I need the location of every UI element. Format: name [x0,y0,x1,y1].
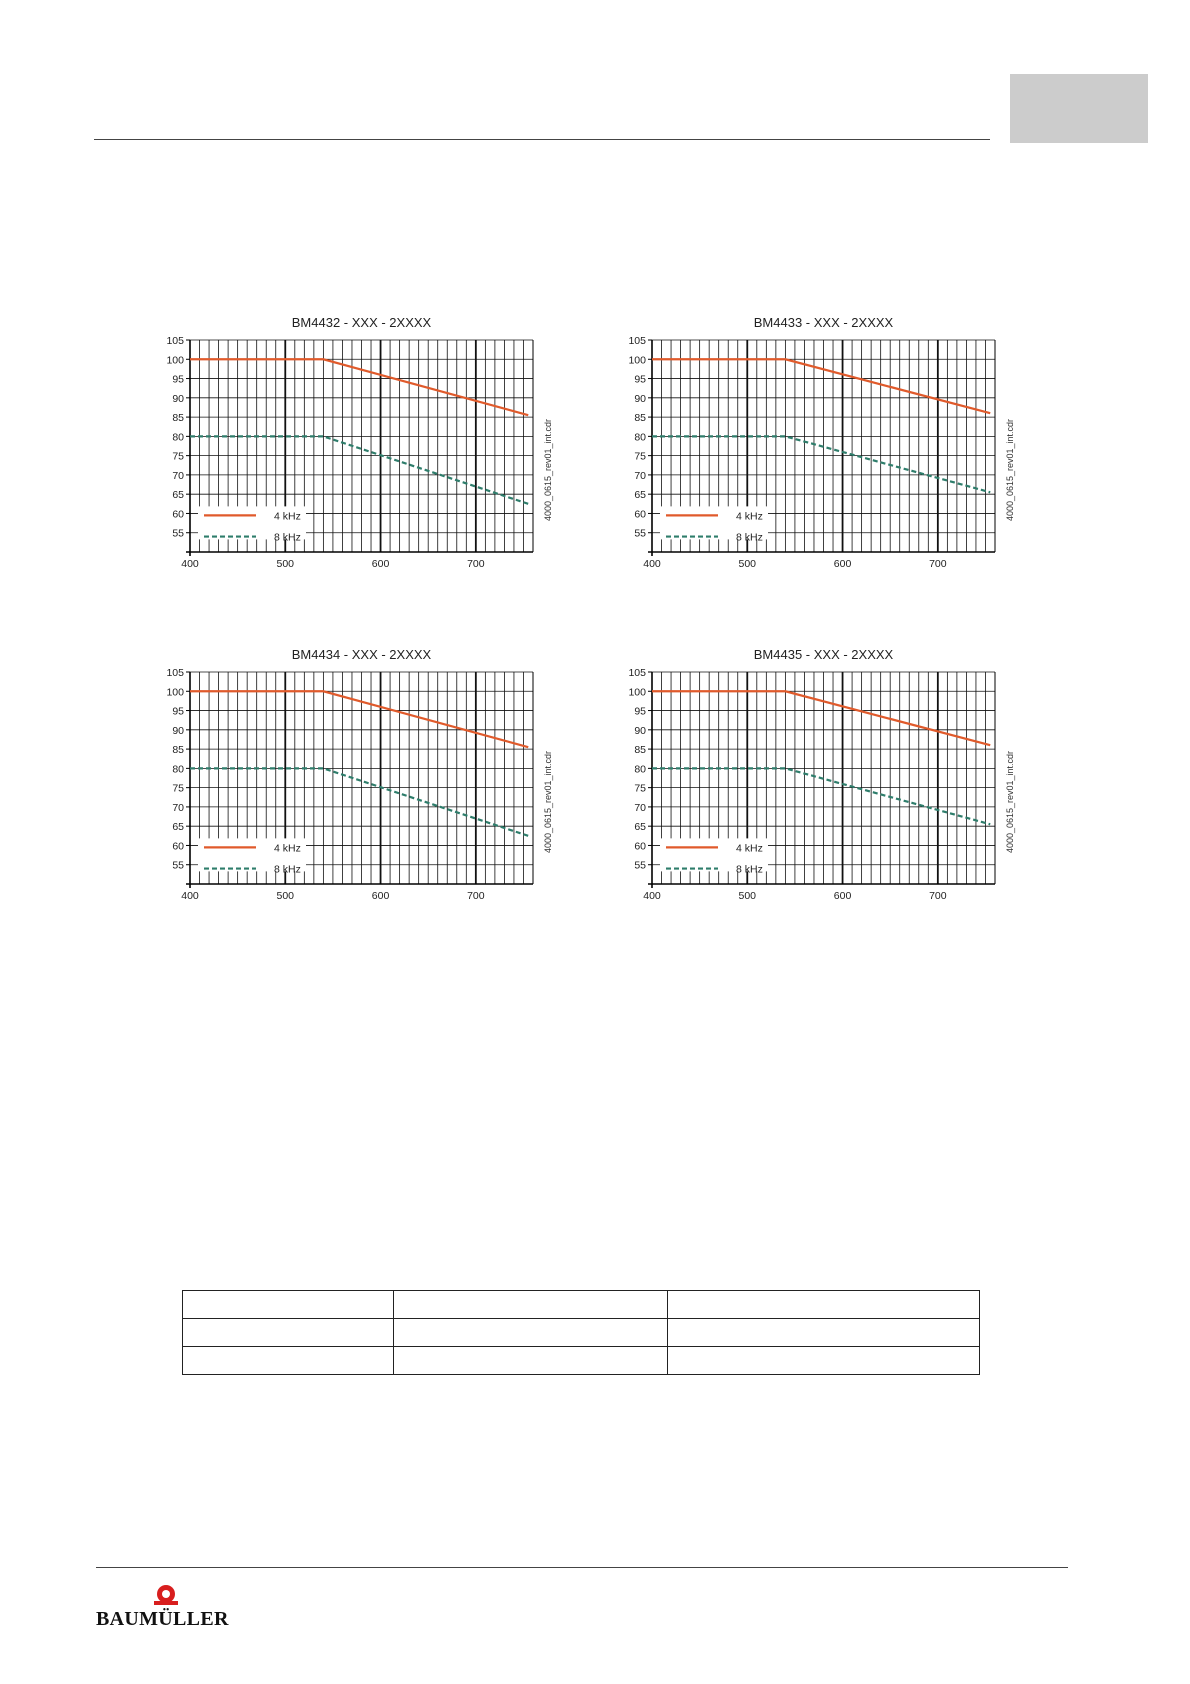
y-tick-label: 105 [628,335,646,347]
y-tick-label: 65 [634,489,646,502]
table-row [183,1319,980,1347]
x-tick-label: 700 [929,558,947,570]
x-tick-label: 500 [738,890,757,902]
y-tick-label: 105 [166,667,184,679]
file-reference-label: 4000_0615_rev01_int.cdr [543,750,553,854]
y-tick-label: 85 [172,744,184,757]
table-cell [183,1347,394,1375]
y-tick-label: 95 [634,373,646,386]
y-tick-label: 70 [634,469,646,482]
chart-title: BM4435 - XXX - 2XXXX [753,647,894,662]
y-tick-label: 85 [172,412,184,425]
file-reference-label: 4000_0615_rev01_int.cdr [543,418,553,522]
y-tick-label: 75 [172,450,184,463]
series-line [652,436,990,492]
series-line [652,691,990,745]
x-tick-label: 500 [738,558,757,570]
chart-title: BM4433 - XXX - 2XXXX [753,315,894,330]
y-tick-label: 60 [634,840,646,853]
table-cell [183,1291,394,1319]
series-line [652,359,990,413]
y-tick-label: 90 [634,724,646,737]
x-tick-label: 700 [467,558,485,570]
y-tick-label: 70 [172,469,184,482]
footer-rule [96,1567,1068,1568]
x-tick-label: 500 [276,890,295,902]
x-tick-label: 400 [643,558,661,570]
y-tick-label: 60 [172,840,184,853]
legend-label: 4 kHz [274,510,301,523]
chart-svg-1 [145,305,565,585]
y-tick-label: 80 [634,431,646,444]
legend-label: 4 kHz [736,510,763,523]
x-tick-label: 400 [643,890,661,902]
x-tick-label: 500 [276,558,295,570]
series-line [652,768,990,824]
y-tick-label: 105 [628,667,646,679]
x-tick-label: 700 [929,890,947,902]
header-rule [94,139,990,140]
series-line [190,436,528,503]
legend-label: 8 kHz [736,863,763,876]
table-row [183,1291,980,1319]
chart-panel-3 [145,637,565,917]
y-tick-label: 85 [634,412,646,425]
y-tick-label: 75 [634,782,646,795]
table-cell [394,1319,668,1347]
legend-label: 4 kHz [274,842,301,855]
y-tick-label: 65 [634,821,646,834]
chart-svg-3 [145,637,565,917]
baumuller-logo [96,1582,246,1630]
y-tick-label: 95 [172,373,184,386]
chart-panel-1 [145,305,565,585]
y-tick-label: 105 [166,335,184,347]
legend-label: 8 kHz [274,863,301,876]
y-tick-label: 95 [634,705,646,718]
x-tick-label: 700 [467,890,485,902]
table-cell [668,1319,980,1347]
y-tick-label: 90 [634,392,646,405]
table-cell [394,1347,668,1375]
table-row [183,1347,980,1375]
y-tick-label: 55 [634,859,646,872]
series-line [190,359,528,415]
series-line [190,768,528,835]
y-tick-label: 60 [634,508,646,521]
chart-panel-4 [607,637,1027,917]
x-tick-label: 600 [371,890,390,902]
y-tick-label: 70 [172,801,184,814]
y-tick-label: 100 [166,686,184,699]
legend-label: 8 kHz [736,531,763,544]
y-tick-label: 80 [634,763,646,776]
y-tick-label: 90 [172,392,184,405]
y-tick-label: 100 [628,686,646,699]
y-tick-label: 55 [634,527,646,540]
y-tick-label: 85 [634,744,646,757]
y-tick-label: 70 [634,801,646,814]
y-tick-label: 55 [172,527,184,540]
y-tick-label: 65 [172,821,184,834]
y-tick-label: 90 [172,724,184,737]
series-line [190,691,528,747]
y-tick-label: 80 [172,763,184,776]
logo-wordmark: BAUMÜLLER [96,1608,229,1630]
y-tick-label: 100 [628,354,646,367]
y-tick-label: 75 [172,782,184,795]
y-tick-label: 80 [172,431,184,444]
y-tick-label: 100 [166,354,184,367]
y-tick-label: 60 [172,508,184,521]
legend-label: 4 kHz [736,842,763,855]
file-reference-label: 4000_0615_rev01_int.cdr [1005,418,1015,522]
y-tick-label: 65 [172,489,184,502]
table-cell [668,1291,980,1319]
chart-svg-2 [607,305,1027,585]
logo-mark-icon [96,1582,246,1610]
y-tick-label: 75 [634,450,646,463]
chart-panel-2 [607,305,1027,585]
chart-title: BM4434 - XXX - 2XXXX [291,647,432,662]
x-tick-label: 600 [371,558,390,570]
x-tick-label: 600 [833,890,852,902]
x-tick-label: 600 [833,558,852,570]
table-cell [668,1347,980,1375]
y-tick-label: 55 [172,859,184,872]
legend-label: 8 kHz [274,531,301,544]
chart-svg-4 [607,637,1027,917]
chapter-tab [1010,74,1148,143]
table-cell [394,1291,668,1319]
file-reference-label: 4000_0615_rev01_int.cdr [1005,750,1015,854]
y-tick-label: 95 [172,705,184,718]
spec-table [182,1290,980,1375]
chart-title: BM4432 - XXX - 2XXXX [291,315,432,330]
x-tick-label: 400 [181,890,199,902]
x-tick-label: 400 [181,558,199,570]
table-cell [183,1319,394,1347]
